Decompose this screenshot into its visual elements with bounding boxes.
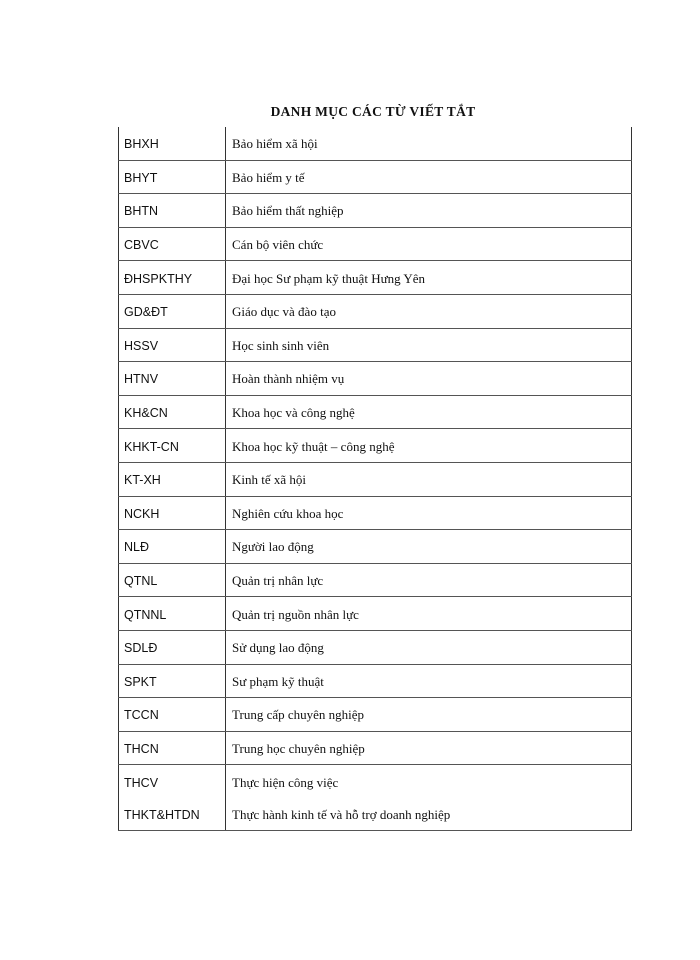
table-row bbox=[119, 731, 632, 765]
meaning-cell: Cán bộ viên chức bbox=[226, 227, 632, 261]
meaning-cell: Bảo hiểm y tế bbox=[226, 160, 632, 194]
abbreviation-cell: THCN bbox=[119, 731, 226, 765]
table-row bbox=[119, 294, 632, 328]
table-row bbox=[119, 698, 632, 732]
table-row bbox=[119, 429, 632, 463]
table-row bbox=[119, 261, 632, 295]
meaning-cell: Người lao động bbox=[226, 530, 632, 564]
table-row bbox=[119, 530, 632, 564]
meaning-cell: Hoàn thành nhiệm vụ bbox=[226, 362, 632, 396]
abbreviation-cell: SPKT bbox=[119, 664, 226, 698]
abbreviation-cell: HTNV bbox=[119, 362, 226, 396]
meaning-cell: Đại học Sư phạm kỹ thuật Hưng Yên bbox=[226, 261, 632, 295]
meaning-cell: Học sinh sinh viên bbox=[226, 328, 632, 362]
meaning-cell: Quản trị nhân lực bbox=[226, 563, 632, 597]
abbreviation-cell: QTNL bbox=[119, 563, 226, 597]
abbreviation-cell: KHKT-CN bbox=[119, 429, 226, 463]
table-row bbox=[119, 160, 632, 194]
table-row bbox=[119, 597, 632, 631]
meaning-cell: Sử dụng lao động bbox=[226, 630, 632, 664]
abbreviation-cell: NCKH bbox=[119, 496, 226, 530]
meaning-cell: Nghiên cứu khoa học bbox=[226, 496, 632, 530]
abbreviation-cell: CBVC bbox=[119, 227, 226, 261]
table-row bbox=[119, 227, 632, 261]
meaning-cell: Thực hành kinh tế và hỗ trợ doanh nghiệp bbox=[226, 798, 632, 831]
meaning-cell: Sư phạm kỹ thuật bbox=[226, 664, 632, 698]
meaning-cell: Bảo hiểm thất nghiệp bbox=[226, 194, 632, 228]
abbreviation-cell: GD&ĐT bbox=[119, 294, 226, 328]
abbreviation-table bbox=[118, 127, 632, 831]
page-title: DANH MỤC CÁC TỪ VIẾT TẮT bbox=[270, 104, 476, 119]
table-row bbox=[119, 765, 632, 798]
table-row bbox=[119, 496, 632, 530]
meaning-cell: Quản trị nguồn nhân lực bbox=[226, 597, 632, 631]
abbreviation-cell: TCCN bbox=[119, 698, 226, 732]
table-row bbox=[119, 127, 632, 160]
table-row bbox=[119, 462, 632, 496]
abbreviation-cell: QTNNL bbox=[119, 597, 226, 631]
table-row bbox=[119, 563, 632, 597]
abbreviation-cell: BHXH bbox=[119, 127, 226, 160]
meaning-cell: Trung cấp chuyên nghiệp bbox=[226, 698, 632, 732]
abbreviation-cell: ĐHSPKTHY bbox=[119, 261, 226, 295]
table-row bbox=[119, 630, 632, 664]
meaning-cell: Giáo dục và đào tạo bbox=[226, 294, 632, 328]
abbreviation-cell: THKT&HTDN bbox=[119, 798, 226, 831]
meaning-cell: Khoa học và công nghệ bbox=[226, 395, 632, 429]
table-row bbox=[119, 798, 632, 831]
abbreviation-cell: THCV bbox=[119, 765, 226, 798]
abbreviation-cell: KT-XH bbox=[119, 462, 226, 496]
meaning-cell: Khoa học kỹ thuật – công nghệ bbox=[226, 429, 632, 463]
meaning-cell: Trung học chuyên nghiệp bbox=[226, 731, 632, 765]
meaning-cell: Kinh tế xã hội bbox=[226, 462, 632, 496]
table-row bbox=[119, 395, 632, 429]
abbreviation-table-body bbox=[119, 127, 632, 831]
abbreviation-cell: BHYT bbox=[119, 160, 226, 194]
abbreviation-cell: BHTN bbox=[119, 194, 226, 228]
abbreviation-cell: KH&CN bbox=[119, 395, 226, 429]
table-row bbox=[119, 194, 632, 228]
meaning-cell: Thực hiện công việc bbox=[232, 774, 339, 790]
table-row bbox=[119, 328, 632, 362]
meaning-cell: Bảo hiểm xã hội bbox=[226, 127, 632, 160]
table-row bbox=[119, 362, 632, 396]
abbreviation-cell: NLĐ bbox=[119, 530, 226, 564]
abbreviation-cell: SDLĐ bbox=[119, 630, 226, 664]
table-row bbox=[119, 664, 632, 698]
abbreviation-cell: HSSV bbox=[119, 328, 226, 362]
